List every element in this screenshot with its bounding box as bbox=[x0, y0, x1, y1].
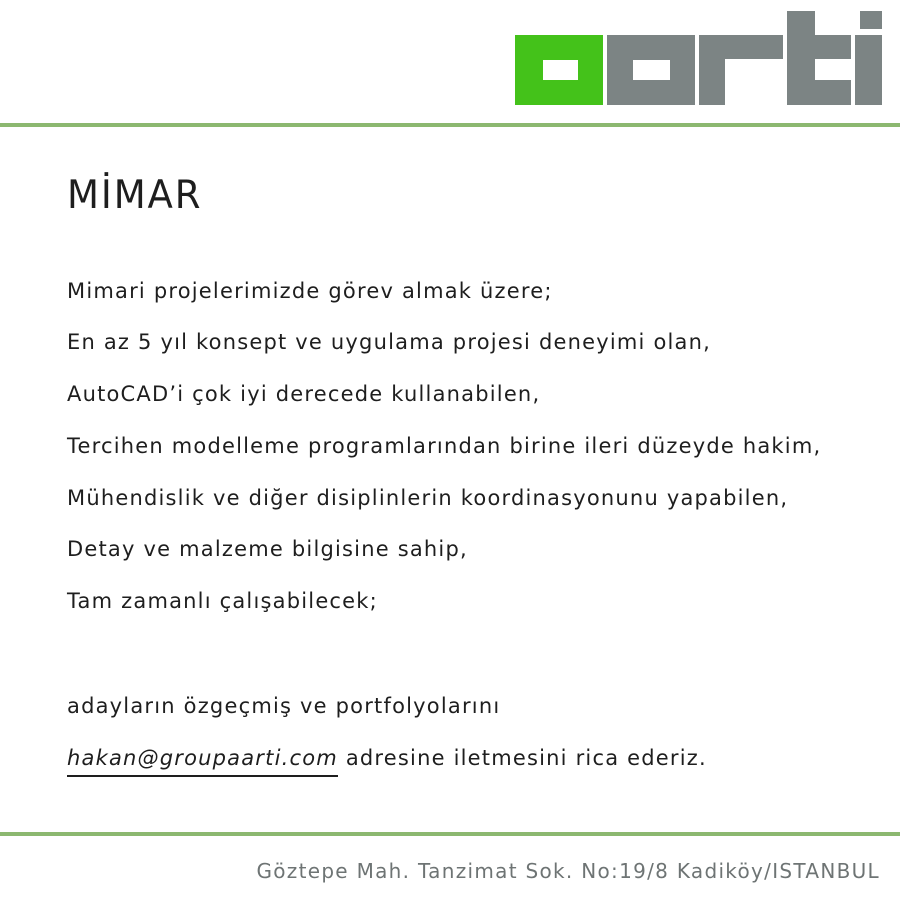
intro-line: Mimari projelerimizde görev almak üzere; bbox=[67, 279, 553, 303]
job-title: MİMAR bbox=[67, 173, 203, 218]
email-line-suffix: adresine iletmesini rica ederiz. bbox=[337, 746, 707, 770]
logo-letter-r bbox=[699, 35, 783, 105]
email-link[interactable]: hakan@groupaarti.com bbox=[67, 748, 338, 777]
closing-line: adayların özgeçmiş ve portfolyolarını bbox=[67, 694, 501, 718]
bottom-divider bbox=[0, 832, 900, 836]
requirement-line: Tercihen modelleme programlarından birine ileri düzeyde hakim, bbox=[67, 434, 822, 458]
requirement-line: En az 5 yıl konsept ve uygulama projesi deneyimi olan, bbox=[67, 330, 712, 354]
requirement-line: AutoCAD’i çok iyi derecede kullanabilen, bbox=[67, 382, 541, 406]
requirement-line: Tam zamanlı çalışabilecek; bbox=[67, 589, 378, 613]
aarti-logo bbox=[515, 8, 900, 108]
logo-letter-a-green bbox=[515, 35, 603, 105]
logo-letter-a-gray bbox=[607, 35, 695, 105]
logo-letter-i bbox=[855, 11, 882, 105]
email-line bbox=[67, 748, 707, 777]
logo-letter-t bbox=[787, 11, 851, 105]
requirement-line: Detay ve malzeme bilgisine sahip, bbox=[67, 537, 468, 561]
requirement-line: Mühendislik ve diğer disiplinlerin koordinasyonunu yapabilen, bbox=[67, 486, 789, 510]
footer-address: Göztepe Mah. Tanzimat Sok. No:19/8 Kadiköy/ISTANBUL bbox=[256, 859, 880, 883]
top-divider bbox=[0, 123, 900, 127]
